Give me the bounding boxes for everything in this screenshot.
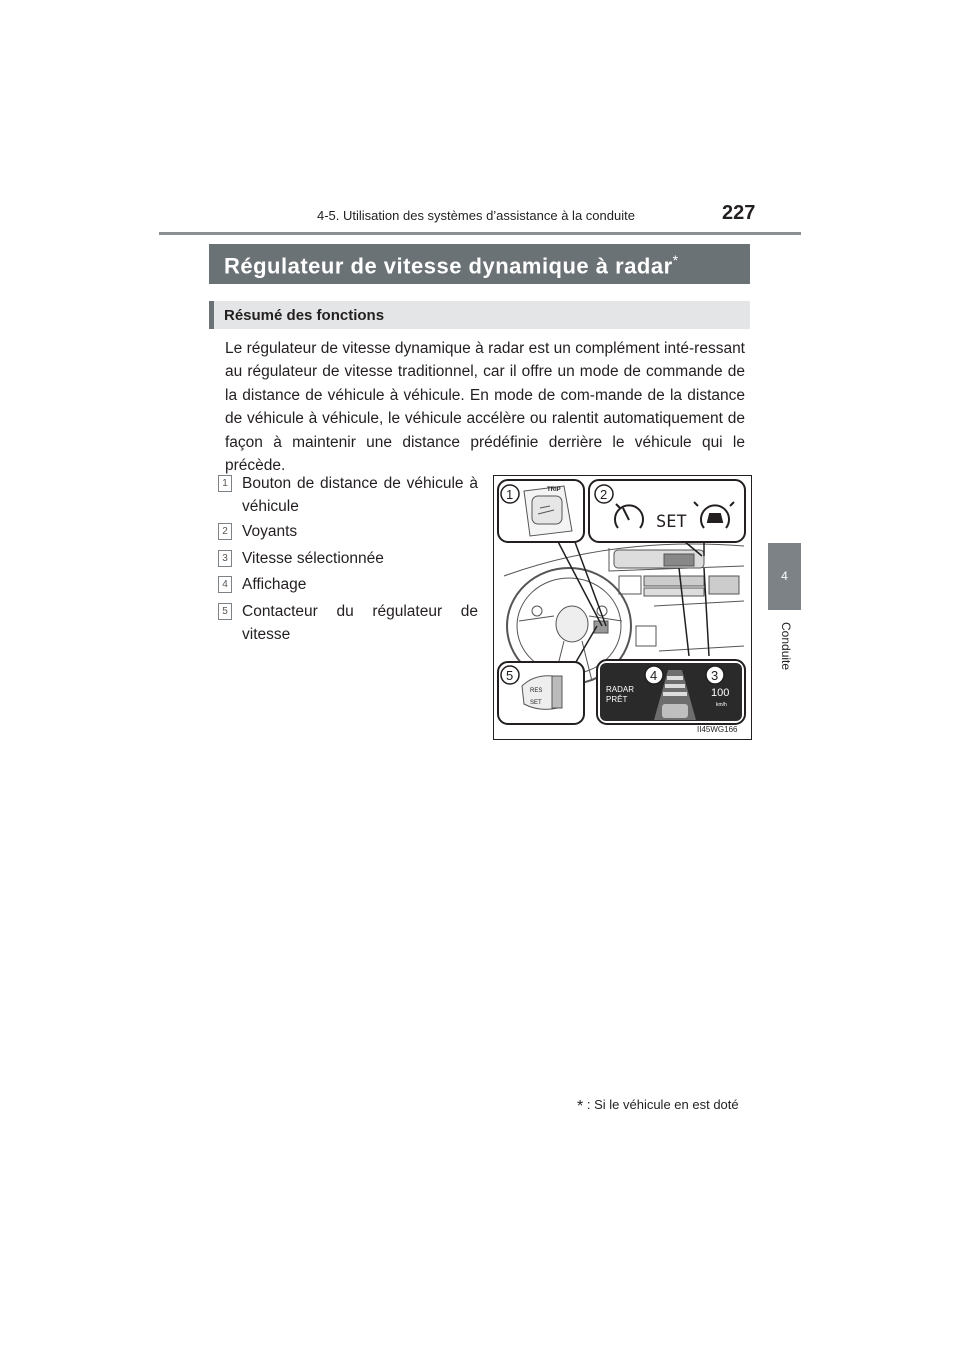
item-number: 1 xyxy=(218,475,232,492)
chapter-label: Conduite xyxy=(779,622,793,671)
speed-unit: km/h xyxy=(716,702,727,708)
footnote xyxy=(577,1097,739,1116)
page-title xyxy=(224,252,679,279)
callout-5: 5 xyxy=(506,668,514,683)
set-speed-value: 100 xyxy=(711,687,730,699)
chapter-tab[interactable]: 4 xyxy=(768,543,801,610)
page-number: 227 xyxy=(722,202,756,224)
dashboard-illustration xyxy=(493,475,752,740)
set-indicator: SET xyxy=(656,512,687,532)
item-number: 5 xyxy=(218,603,232,620)
item-number: 4 xyxy=(218,576,232,593)
intro-paragraph: Le régulateur de vitesse dynamique à radar est un complément inté-ressant au régulateur de vitesse traditionnel, car il offre un mode de commande de la distance de véhicule à véhicule. En mode de com-mande de la distance de véhicule à véhicule, le véhicule accélère ou ralentit automatiquement de façon à maintenir une distance prédéfinie derrière le véhicule qui le précède. xyxy=(225,340,745,475)
callout-3: 3 xyxy=(711,668,719,683)
item-number: 3 xyxy=(218,550,232,567)
ready-label: PRÊT xyxy=(606,695,628,704)
page-title-text: Régulateur de vitesse dynamique à radar xyxy=(224,253,673,279)
subtitle: Résumé des fonctions xyxy=(224,307,385,324)
item-text: Contacteur du régulateur de vitesse xyxy=(242,603,478,643)
trip-label: TRIP xyxy=(547,487,561,493)
header-rule xyxy=(159,232,801,235)
subtitle-accent xyxy=(209,301,214,329)
header-section-title: 4-5. Utilisation des systèmes d’assistance à la conduite xyxy=(317,208,635,223)
title-asterisk: * xyxy=(672,252,679,268)
subtitle-bar xyxy=(209,301,750,329)
item-text: Affichage xyxy=(242,576,307,593)
callout-1: 1 xyxy=(506,487,514,502)
footnote-asterisk: * xyxy=(577,1098,584,1115)
item-text: Bouton de distance de véhicule à véhicule xyxy=(242,475,478,515)
footnote-text: : Si le véhicule en est doté xyxy=(586,1097,739,1112)
item-text: Voyants xyxy=(242,523,298,540)
title-bar xyxy=(209,244,750,284)
dashboard-drawing xyxy=(494,476,751,739)
res-label: RES xyxy=(530,688,543,694)
item-number: 2 xyxy=(218,523,232,540)
set-small-label: SET xyxy=(530,700,542,706)
item-text: Vitesse sélectionnée xyxy=(242,550,384,567)
radar-label: RADAR xyxy=(606,685,635,694)
callout-2: 2 xyxy=(600,487,608,502)
callout-4: 4 xyxy=(650,668,658,683)
figure-code: II45WG166 xyxy=(697,725,738,734)
